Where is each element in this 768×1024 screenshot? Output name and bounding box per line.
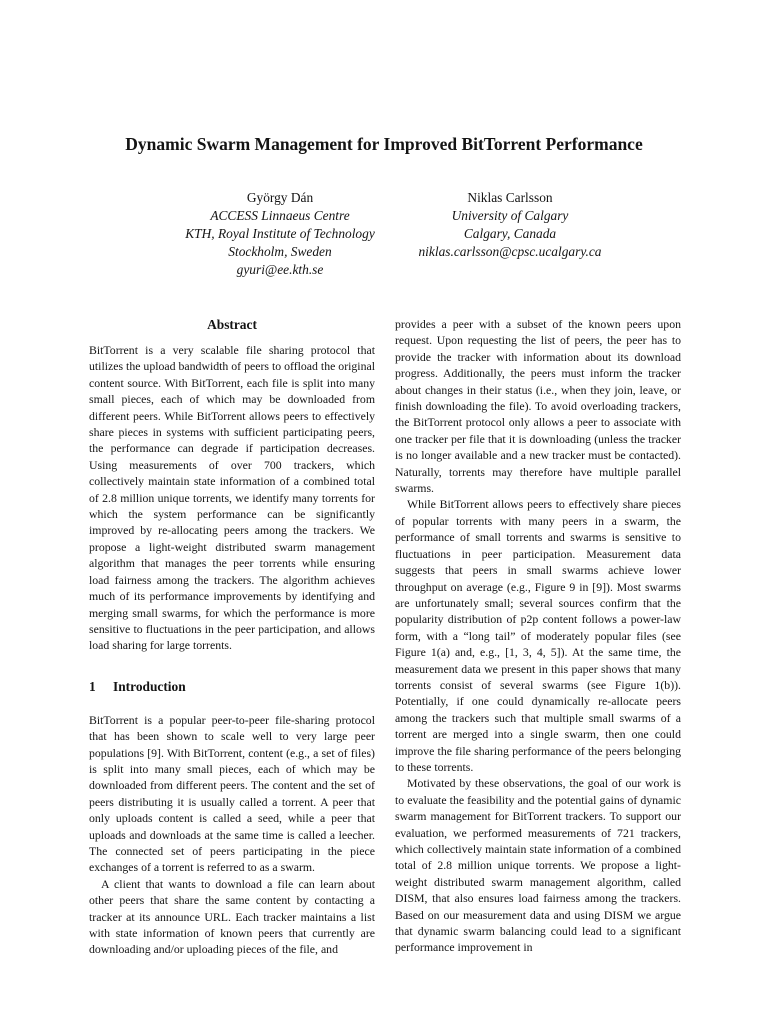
author-affiliation: Calgary, Canada	[463, 226, 557, 241]
author-affiliation: ACCESS Linnaeus Centre	[210, 208, 350, 223]
author-name: György Dán	[246, 190, 314, 205]
left-column	[89, 316, 375, 958]
author-block-carlsson	[376, 189, 644, 261]
abstract-heading: Abstract	[207, 317, 257, 332]
section-number: 1	[89, 678, 96, 694]
body-paragraph-continued: provides a peer with a subset of the known peers upon request. Upon requesting the list of peers, the peer has to provide the tracker with information about its download progress. Additionally, the peers must inform the tracker about changes in their status (i.e., when they join, leave, or finish downloading the file). To avoid overloading trackers, the BitTorrent protocol only allows a peer to associate with one tracker per file that it is downloading (unless the tracker is no longer available and a new tracker must be contacted). Naturally, torrents may therefore have multiple parallel swarms.	[395, 317, 681, 496]
author-name: Niklas Carlsson	[467, 190, 553, 205]
author-affiliation: Stockholm, Sweden	[228, 244, 332, 259]
author-email: niklas.carlsson@cpsc.ucalgary.ca	[418, 244, 602, 259]
section-title: Introduction	[113, 678, 186, 694]
body-paragraph-motivation: Motivated by these observations, the goal of our work is to evaluate the feasibility and the potential gains of dynamic swarm management for BitTorrent trackers. To support our evaluation, we performed measurements of 721 trackers, which collectively maintain state information of a combined total of 2.8 million unique torrents. We propose a light-weight distributed swarm management algorithm, called DISM, that also ensures load fairness among the trackers. Based on our measurement data and using DISM we argue that dynamic swarm balancing could lead to a significant performance improvement in	[395, 776, 681, 955]
paper-title: Dynamic Swarm Management for Improved BitTorrent Performance	[125, 134, 643, 154]
author-affiliation: University of Calgary	[451, 208, 569, 223]
intro-paragraph-1: BitTorrent is a popular peer-to-peer file-sharing protocol that has been shown to scale well to very large peer populations [9]. With BitTorrent, content (e.g., a set of files) is split into many small pieces, each of which may be downloaded from different peers. The content and the set of peers distributing it is usually called a torrent. A peer that only uploads content is called a seed, while a peer that uploads and downloads at the same time is called a leecher. The connected set of peers participating in the piece exchanges of a torrent is referred to as a swarm.	[89, 712, 375, 875]
author-affiliation: KTH, Royal Institute of Technology	[185, 226, 375, 241]
right-column	[395, 316, 681, 956]
abstract-text: BitTorrent is a very scalable file sharing protocol that utilizes the upload bandwidth of peers to offload the original content source. With BitTorrent, each file is split into many small pieces, each of which may be downloaded from different peers. While BitTorrent allows peers to effectively share pieces in systems with sufficient participating peers, the performance can degrade if participation decreases. Using measurements of over 700 trackers, which collectively maintain state information of a combined total of 2.8 million unique torrents, we identify many torrents for which the system performance can be significantly improved by re-allocating peers among the trackers. We propose a light-weight distributed swarm management algorithm that manages the peer torrents while ensuring load fairness among the trackers. The algorithm achieves much of its performance improvements by identifying and merging small swarms, for which the performance is more sensitive to fluctuations in the peer participation, and allows load sharing for large torrents.	[89, 343, 375, 653]
section-heading-introduction	[89, 678, 375, 696]
body-paragraph-swarm-sensitivity: While BitTorrent allows peers to effectively share pieces of popular torrents with many peers in a swarm, the performance of small torrents and swarms is sensitive to fluctuations in peer participation. Measurement data suggests that peers in small swarms achieve lower throughput on average (e.g., Figure 9 in [9]). Most swarms are unfortunately small; several sources confirm that the popularity distribution of p2p content follows a power-law form, with a “long tail” of moderately popular files (see Figure 1(a) and, e.g., [1, 3, 4, 5]). At the same time, the measurement data we present in this paper shows that many torrents consist of several swarms (see Figure 1(b)). Potentially, if one could dynamically re-allocate peers among the trackers such that multiple small swarms of a torrent are merged into a single swarm, then one could improve the file sharing performance of the peers belonging to these torrents.	[395, 497, 681, 774]
intro-paragraph-2: A client that wants to download a file can learn about other peers that share the same content by contacting a tracker at its announce URL. Each tracker maintains a list with state information of known peers that currently are downloading and/or uploading pieces of the file, and	[89, 876, 375, 957]
author-email: gyuri@ee.kth.se	[236, 262, 324, 277]
